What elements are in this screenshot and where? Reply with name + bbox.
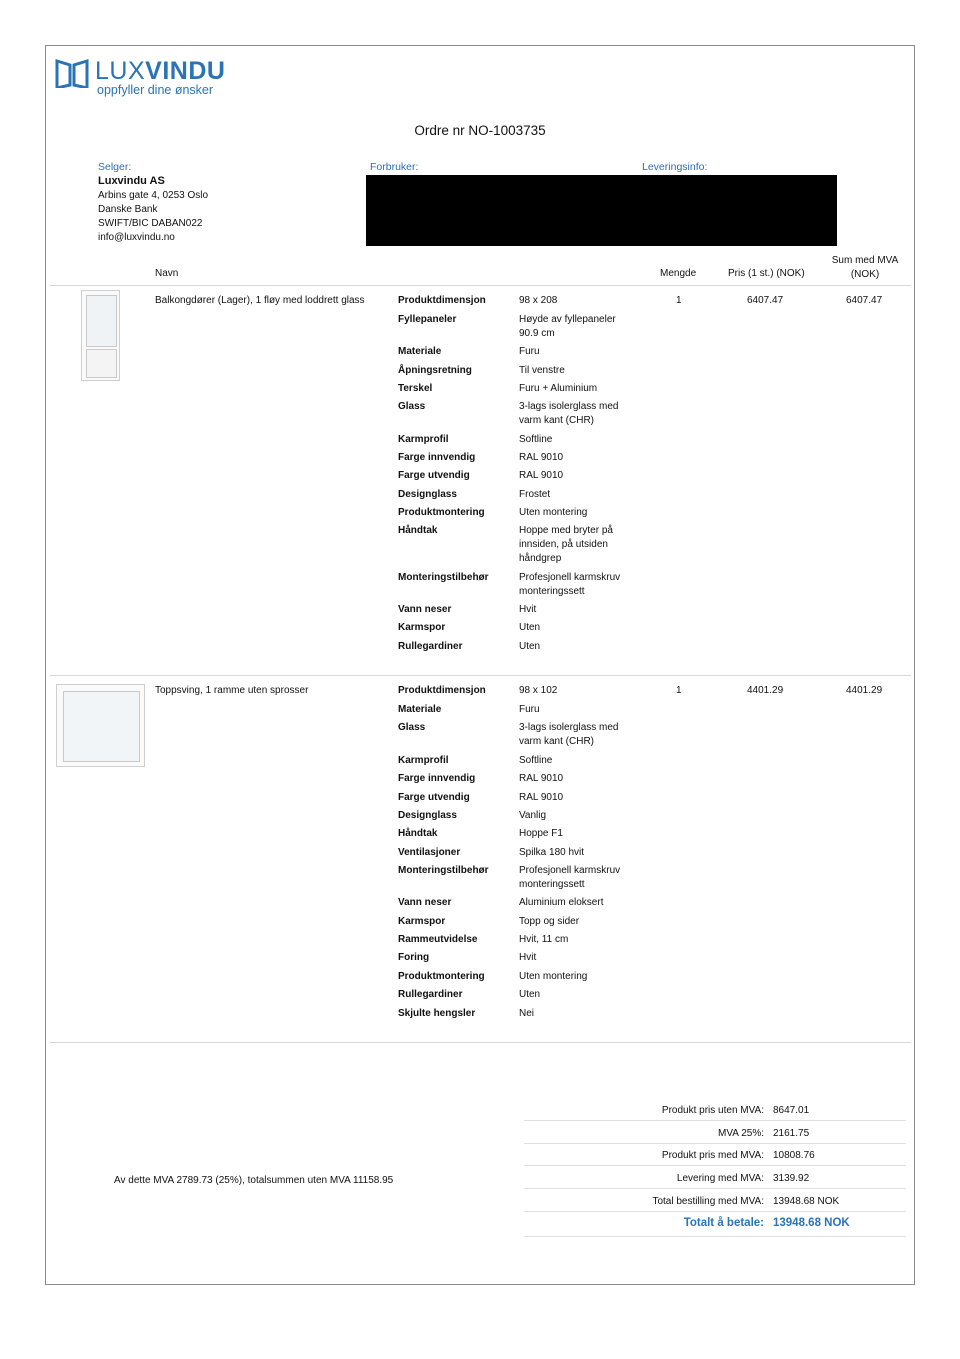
- item-divider: [50, 675, 911, 676]
- item-1-price: 6407.47: [747, 295, 784, 306]
- spec-value: Uten montering: [519, 507, 588, 518]
- spec-label: Materiale: [398, 346, 442, 357]
- col-header-sum: [820, 254, 910, 282]
- balcony-door-thumbnail: [81, 290, 120, 381]
- spec-label: Ventilasjoner: [398, 847, 461, 858]
- spec-label: Farge utvendig: [398, 470, 470, 481]
- spec-value: Profesjonell karmskruv monteringssett: [519, 865, 621, 890]
- spec-label: Produktmontering: [398, 971, 485, 982]
- totals-value: 8647.01: [773, 1105, 810, 1116]
- totals-value: 10808.76: [773, 1150, 815, 1161]
- grand-total-row: [524, 1213, 906, 1237]
- item-2-sum: 4401.29: [846, 685, 883, 696]
- seller-line: Danske Bank: [98, 204, 158, 215]
- spec-label: Farge innvendig: [398, 452, 476, 463]
- spec-label: Monteringstilbehør: [398, 572, 489, 583]
- spec-label: Karmspor: [398, 622, 446, 633]
- vat-note: Av dette MVA 2789.73 (25%), totalsummen uten MVA 11158.95: [114, 1175, 394, 1186]
- spec-value: Frostet: [519, 489, 551, 500]
- totals-row: [524, 1190, 906, 1212]
- items-end-divider: [50, 1042, 911, 1043]
- totals-row: [524, 1099, 906, 1121]
- seller-label: Selger:: [98, 161, 132, 173]
- spec-value: Hvit, 11 cm: [519, 934, 569, 945]
- spec-label: Rullegardiner: [398, 989, 463, 1000]
- spec-label: Karmspor: [398, 916, 446, 927]
- seller-line: SWIFT/BIC DABAN022: [98, 218, 203, 229]
- totals-label: Total bestilling med MVA:: [652, 1196, 764, 1207]
- item-2-price: 4401.29: [747, 685, 784, 696]
- spec-value: RAL 9010: [519, 792, 564, 803]
- spec-label: Designglass: [398, 489, 457, 500]
- seller-line: Arbins gate 4, 0253 Oslo: [98, 190, 209, 201]
- spec-value: 3-lags isolerglass med varm kant (CHR): [519, 401, 619, 426]
- item-2-name: Toppsving, 1 ramme uten sprosser: [155, 685, 309, 696]
- spec-label: Glass: [398, 722, 426, 733]
- spec-value: Uten: [519, 989, 541, 1000]
- delivery-label: Leveringsinfo:: [642, 161, 708, 173]
- totals-label: Levering med MVA:: [676, 1173, 764, 1184]
- logo-wordmark: LUXVINDU: [95, 57, 226, 85]
- spec-label: Vann neser: [398, 897, 452, 908]
- spec-value: Høyde av fyllepaneler 90.9 cm: [519, 314, 616, 339]
- seller-address: [98, 189, 208, 245]
- spec-value: Furu: [519, 346, 540, 357]
- luxvindu-logo: [55, 56, 255, 100]
- spec-label: Monteringstilbehør: [398, 865, 489, 876]
- spec-label: Materiale: [398, 704, 442, 715]
- spec-value: Hvit: [519, 952, 537, 963]
- col-header-name: Navn: [155, 268, 179, 279]
- totals-row: [524, 1144, 906, 1166]
- totals-label: Produkt pris med MVA:: [661, 1150, 764, 1161]
- totals-value: 13948.68 NOK: [773, 1196, 840, 1207]
- totals-row: [524, 1167, 906, 1189]
- spec-value: Furu: [519, 704, 540, 715]
- spec-label: Farge utvendig: [398, 792, 470, 803]
- spec-label: Rammeutvidelse: [398, 934, 478, 945]
- spec-value: Hoppe med bryter på innsiden, på utsiden håndgrep: [519, 525, 613, 564]
- spec-value: 3-lags isolerglass med varm kant (CHR): [519, 722, 619, 747]
- spec-label: Rullegardiner: [398, 641, 463, 652]
- spec-label: Fyllepaneler: [398, 314, 457, 325]
- spec-value: 98 x 208: [519, 295, 558, 306]
- totals-row: [524, 1122, 906, 1144]
- totals-value: 3139.92: [773, 1173, 810, 1184]
- totals-label: MVA 25%:: [718, 1128, 764, 1139]
- spec-label: Designglass: [398, 810, 457, 821]
- logo-tagline: oppfyller dine ønsker: [97, 83, 214, 97]
- spec-value: Spilka 180 hvit: [519, 847, 585, 858]
- spec-value: Til venstre: [519, 365, 565, 376]
- spec-label: Karmprofil: [398, 434, 449, 445]
- spec-label: Farge innvendig: [398, 773, 476, 784]
- order-title: Ordre nr NO-1003735: [414, 123, 546, 138]
- col-header-price: Pris (1 st.) (NOK): [728, 268, 805, 279]
- spec-value: RAL 9010: [519, 773, 564, 784]
- spec-label: Håndtak: [398, 828, 438, 839]
- spec-label: Vann neser: [398, 604, 452, 615]
- redacted-block: [366, 175, 837, 246]
- seller-email: info@luxvindu.no: [98, 232, 175, 243]
- spec-label: Håndtak: [398, 525, 438, 536]
- spec-label: Terskel: [398, 383, 433, 394]
- spec-value: Aluminium eloksert: [519, 897, 604, 908]
- col-header-sum-unit: (NOK): [850, 269, 880, 280]
- totals-value: 2161.75: [773, 1128, 810, 1139]
- spec-value: Uten montering: [519, 971, 588, 982]
- item-1-sum: 6407.47: [846, 295, 883, 306]
- spec-value: Softline: [519, 755, 553, 766]
- spec-label: Glass: [398, 401, 426, 412]
- col-header-sum-line: Sum med MVA: [831, 255, 899, 266]
- spec-label: Åpningsretning: [398, 365, 472, 376]
- grand-total-label: Totalt å betale:: [683, 1217, 764, 1229]
- grand-total-value: 13948.68 NOK: [773, 1217, 850, 1229]
- spec-value: Uten: [519, 622, 541, 633]
- spec-value: RAL 9010: [519, 452, 564, 463]
- spec-value: Topp og sider: [519, 916, 580, 927]
- spec-value: 98 x 102: [519, 685, 558, 696]
- spec-value: Softline: [519, 434, 553, 445]
- spec-value: Vanlig: [519, 810, 547, 821]
- item-2-qty: 1: [676, 685, 682, 696]
- spec-label: Karmprofil: [398, 755, 449, 766]
- item-1-name: Balkongdører (Lager), 1 fløy med loddrett glass: [155, 295, 365, 306]
- spec-label: Foring: [398, 952, 430, 963]
- spec-label: Produktmontering: [398, 507, 485, 518]
- spec-value: Hvit: [519, 604, 537, 615]
- spec-value: Hoppe F1: [519, 828, 563, 839]
- item-1-qty: 1: [676, 295, 682, 306]
- top-hung-window-thumbnail: [56, 684, 145, 767]
- spec-value: RAL 9010: [519, 470, 564, 481]
- spec-label: Produktdimensjon: [398, 685, 486, 696]
- seller-name: Luxvindu AS: [98, 175, 165, 187]
- spec-value: Profesjonell karmskruv monteringssett: [519, 572, 621, 597]
- window-logo-icon: [55, 58, 89, 88]
- consumer-label: Forbruker:: [370, 161, 419, 173]
- col-header-qty: Mengde: [660, 268, 697, 279]
- spec-label: Skjulte hengsler: [398, 1008, 476, 1019]
- totals-label: Produkt pris uten MVA:: [661, 1105, 764, 1116]
- spec-value: Uten: [519, 641, 541, 652]
- spec-label: Produktdimensjon: [398, 295, 486, 306]
- spec-value: Furu + Aluminium: [519, 383, 598, 394]
- header-divider: [50, 285, 911, 286]
- spec-value: Nei: [519, 1008, 535, 1019]
